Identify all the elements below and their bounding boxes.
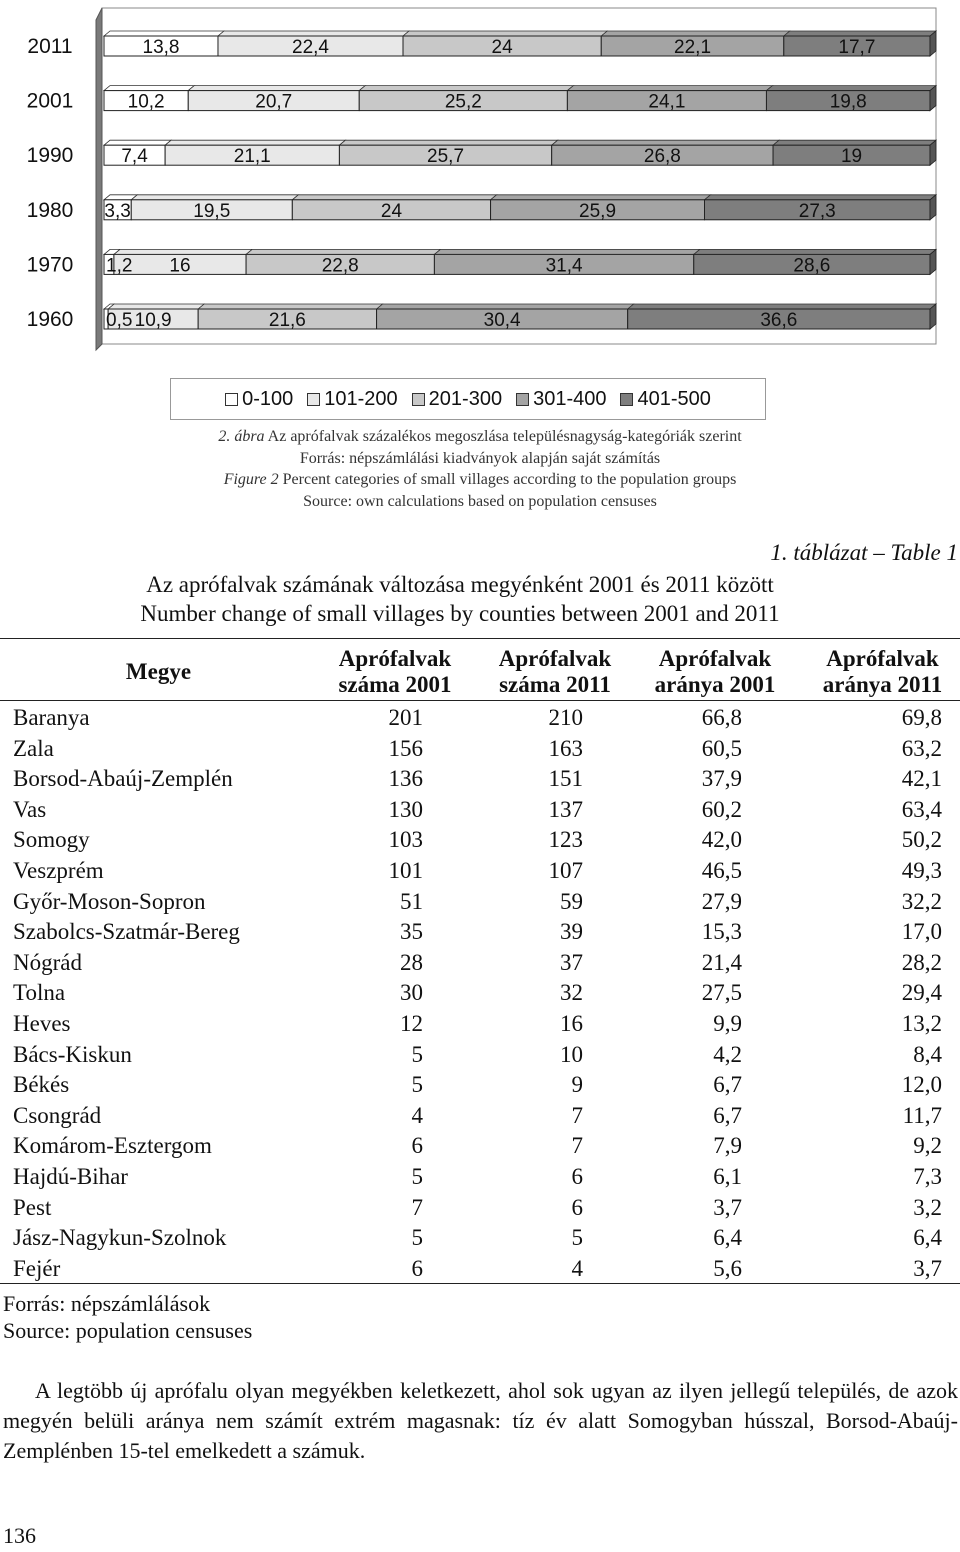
legend-label: 101-200 [324,387,398,410]
cell-n2011: 7 [571,1133,583,1159]
cell-r2011: 32,2 [901,888,942,914]
cell-county: Győr-Moson-Sopron [13,888,206,914]
data-label: 17,7 [838,37,876,58]
header-n2011-line1: Aprófalvak [498,646,612,671]
bar-top-face [403,31,607,36]
cell-county: Tolna [13,980,66,1006]
cell-r2011: 49,3 [901,857,942,883]
cell-county: Békés [13,1072,70,1098]
legend-swatch [516,393,529,406]
data-label: 24,1 [648,91,686,113]
cell-county: Vas [13,796,47,822]
data-label: 1,2 [106,255,133,277]
cell-r2001: 60,5 [701,735,742,761]
cell-county: Csongrád [13,1102,102,1128]
table-row [0,917,960,948]
cell-r2001: 21,4 [701,949,742,975]
data-label: 28,6 [793,255,831,277]
bar-top-face [339,140,557,145]
table-row [0,948,960,979]
table-row [0,703,960,734]
cell-r2011: 3,2 [913,1194,942,1220]
legend-swatch [225,393,238,406]
cell-county: Komárom-Esztergom [13,1133,212,1159]
table-body [0,703,960,1284]
data-label: 30,4 [483,310,521,331]
cell-n2011: 10 [560,1041,583,1067]
data-label: 16 [169,255,191,277]
category-label: 2001 [26,89,74,113]
caption-en-title [0,469,960,491]
cell-n2011: 37 [560,949,583,975]
cell-r2001: 4,2 [713,1041,742,1067]
cell-r2011: 3,7 [913,1255,942,1281]
cell-r2001: 27,5 [701,980,742,1006]
data-label: 25,2 [444,91,482,113]
bar-end-cap [930,140,936,165]
table-top-rule [0,638,960,639]
bar-top-face [108,304,204,309]
bar-end-cap [930,304,936,329]
caption-en-text: Percent categories of small villages according to the population groups [278,471,737,488]
bar-top-face [198,304,382,309]
cell-n2001: 156 [388,735,423,761]
cell-n2011: 59 [560,888,583,914]
data-label: 24 [380,200,403,222]
cell-r2011: 17,0 [901,919,942,945]
data-label: 22,8 [321,255,359,277]
figure-caption [0,426,960,512]
bar-top-face [377,304,634,309]
cell-n2001: 4 [411,1102,423,1128]
table-row [0,825,960,856]
header-n2011 [465,646,625,698]
legend-swatch [412,393,425,406]
cell-county: Veszprém [13,857,104,883]
cell-county: Szabolcs-Szatmár-Bereg [13,919,240,945]
bar-top-face [773,140,936,145]
cell-n2011: 151 [548,766,583,792]
cell-r2011: 63,4 [901,796,942,822]
cell-r2001: 6,4 [713,1225,742,1251]
bar-end-cap [930,31,936,56]
legend-label: 201-300 [428,387,503,410]
data-label: 19 [840,146,863,168]
caption-hu-label: 2. ábra [218,428,265,445]
bar-top-face [165,140,345,145]
cell-county: Borsod-Abaúj-Zemplén [13,766,233,792]
table-source-hu: Forrás: népszámlálások [3,1291,211,1316]
cell-county: Baranya [13,705,90,730]
header-r2001-line1: Aprófalvak [658,646,772,671]
data-label: 13,8 [142,37,180,58]
cell-n2001: 6 [411,1133,423,1159]
header-n2001 [305,646,465,698]
cell-r2011: 11,7 [902,1102,942,1128]
header-n2011-line2: száma 2011 [499,672,611,697]
data-label: 19,5 [193,200,231,222]
cell-county: Pest [13,1194,52,1220]
chart-side-wall [96,8,102,350]
cell-county: Somogy [13,827,90,853]
cell-n2011: 9 [571,1072,583,1098]
bar-top-face [188,86,365,91]
header-n2001-line1: Aprófalvak [338,646,452,671]
table-row [0,1162,960,1193]
data-label: 10,9 [134,310,172,331]
bar-top-face [292,195,496,200]
data-label: 10,2 [127,91,165,113]
header-r2011 [785,646,960,698]
table-row [0,887,960,918]
chart-legend [170,378,766,420]
cell-county: Bács-Kiskun [13,1041,132,1067]
table-row [0,856,960,887]
cell-r2011: 42,1 [901,766,942,792]
bar-top-face [694,249,936,254]
cell-county: Nógrád [13,949,82,975]
table-title [0,570,960,628]
cell-r2001: 6,1 [713,1163,742,1189]
bar-top-face [491,195,711,200]
chart-frame [96,8,936,350]
county-table [0,646,960,1284]
legend-swatch [620,393,633,406]
data-label: 24 [491,37,513,58]
body-paragraph: A legtöbb új aprófalu olyan megyékben keletkezett, ahol sok ugyan az ilyen jellegű település, de azok megyén belüli aránya nem számít extrém magasnak: tíz év alatt Somogyban hússzal, Borsod-Abaúj-Zemplénben 15-tel emelkedett a számuk. [3,1378,958,1463]
bar-top-face [104,31,224,36]
header-county: Megye [125,659,192,684]
bar-end-cap [930,249,936,274]
cell-n2001: 12 [400,1010,423,1036]
cell-r2001: 9,9 [713,1010,742,1036]
caption-hu-text: Az aprófalvak százalékos megoszlása településnagyság-kategóriák szerint [264,428,742,445]
cell-n2001: 35 [400,919,423,945]
table-row [0,1193,960,1224]
cell-r2011: 13,2 [901,1010,942,1036]
cell-r2011: 29,4 [901,980,942,1006]
data-label: 7,4 [121,146,148,168]
bar-end-cap [930,86,936,111]
bar-top-face [114,249,252,254]
cell-n2001: 130 [388,796,423,822]
category-label: 1970 [26,253,74,277]
cell-n2011: 32 [560,980,583,1006]
cell-n2001: 103 [388,827,423,853]
cell-r2011: 63,2 [901,735,942,761]
legend-label: 0-100 [242,387,294,410]
cell-r2001: 27,9 [701,888,742,914]
cell-r2001: 6,7 [713,1072,742,1098]
caption-hu-title [0,426,960,448]
cell-r2011: 9,2 [913,1133,942,1159]
legend-item [225,388,293,411]
cell-n2001: 28 [400,949,423,975]
caption-en-source: Source: own calculations based on population censuses [303,492,657,510]
cell-n2011: 4 [571,1255,583,1281]
table-source-en: Source: population censuses [3,1318,253,1343]
bar-top-face [705,195,936,200]
cell-n2011: 6 [571,1194,583,1220]
cell-n2001: 7 [411,1194,423,1220]
stacked-bar-chart [0,0,960,378]
bar-top-face [104,140,171,145]
cell-county: Heves [13,1010,71,1036]
cell-r2001: 46,5 [701,857,742,883]
category-label: 2011 [27,35,73,58]
data-label: 3,3 [104,200,131,222]
cell-r2011: 6,4 [913,1225,942,1251]
legend-label: 401-500 [637,387,711,410]
bar-top-face [104,86,194,91]
cell-n2001: 5 [411,1041,423,1067]
bar-top-face [246,249,440,254]
bar-top-face [552,140,779,145]
cell-n2001: 5 [411,1072,423,1098]
cell-n2011: 163 [548,735,583,761]
cell-r2011: 28,2 [901,949,942,975]
data-label: 22,1 [674,37,712,58]
table-tag: 1. táblázat – Table 1 [770,540,958,565]
bar-top-face [766,86,936,91]
data-label: 25,7 [427,146,465,168]
table-title-en: Number change of small villages by counties between 2001 and 2011 [140,601,780,626]
header-n2001-line2: száma 2001 [338,672,452,697]
table-title-hu: Az aprófalvak számának változása megyénként 2001 és 2011 között [146,572,774,597]
cell-n2011: 5 [571,1225,583,1251]
cell-n2001: 30 [400,980,423,1006]
cell-r2011: 50,2 [901,827,942,853]
table-row [0,1070,960,1101]
cell-n2001: 6 [411,1255,423,1281]
data-label: 0,5 [106,310,133,331]
legend-label: 301-400 [533,387,607,410]
cell-r2001: 7,9 [713,1133,742,1159]
table-row [0,978,960,1009]
cell-n2001: 101 [388,857,423,883]
bar-top-face [628,304,936,309]
header-r2011-line2: aránya 2011 [822,672,943,697]
cell-n2011: 123 [548,827,583,853]
data-label: 36,6 [760,310,798,331]
header-r2001 [625,646,785,698]
cell-r2011: 12,0 [901,1072,942,1098]
bar-end-cap [930,195,936,220]
cell-n2001: 5 [411,1163,423,1189]
data-label: 27,3 [798,200,836,222]
bar-top-face [131,195,298,200]
legend-item [516,388,606,411]
cell-r2001: 37,9 [701,766,742,792]
cell-r2001: 66,8 [701,705,742,730]
bar-top-face [567,86,772,91]
bar-top-face [601,31,790,36]
data-label: 31,4 [545,255,583,277]
caption-en-label: Figure 2 [223,471,279,488]
table-row [0,1009,960,1040]
legend-item [307,388,397,411]
chart-back-wall [102,8,936,344]
data-label: 26,8 [643,146,681,168]
category-label: 1990 [26,144,74,168]
cell-county: Jász-Nagykun-Szolnok [13,1225,227,1251]
category-label: 1960 [26,308,74,331]
table-row [0,1254,960,1285]
page-number: 136 [3,1523,36,1548]
bar-top-face [784,31,936,36]
cell-n2011: 210 [548,705,583,730]
legend-item [412,388,502,411]
cell-r2001: 60,2 [701,796,742,822]
cell-r2011: 7,3 [913,1163,942,1189]
data-label: 21,6 [268,310,306,331]
cell-n2001: 51 [400,888,423,914]
data-label: 25,9 [579,200,617,222]
bar-top-face [359,86,573,91]
data-label: 22,4 [292,37,329,58]
cell-county: Hajdú-Bihar [13,1163,128,1189]
table-row [0,764,960,795]
cell-n2001: 136 [388,766,423,792]
cell-r2001: 3,7 [713,1194,742,1220]
bar-top-face [218,31,409,36]
cell-n2011: 7 [571,1102,583,1128]
table-header-row [0,646,960,698]
table-row [0,1040,960,1071]
cell-r2011: 69,8 [901,705,942,730]
cell-r2001: 42,0 [701,827,742,853]
cell-r2011: 8,4 [913,1041,942,1067]
cell-n2011: 16 [560,1010,583,1036]
data-label: 20,7 [255,91,293,113]
table-row [0,1131,960,1162]
cell-r2001: 5,6 [713,1255,742,1281]
bar-top-face [434,249,699,254]
header-r2001-line2: aránya 2001 [654,672,776,697]
cell-n2011: 137 [548,796,583,822]
cell-r2001: 15,3 [701,919,742,945]
cell-n2011: 6 [571,1163,583,1189]
cell-county: Zala [13,735,54,761]
category-label: 1980 [26,198,74,222]
header-r2011-line1: Aprófalvak [826,646,939,671]
data-label: 21,1 [233,146,271,168]
figure-2-chart [0,0,960,430]
table-source [3,1290,252,1344]
cell-n2001: 201 [388,705,423,730]
cell-county: Fejér [13,1255,61,1281]
cell-r2001: 6,7 [713,1102,742,1128]
table-row [0,1101,960,1132]
table-row [0,795,960,826]
cell-n2001: 5 [411,1225,423,1251]
legend-item [620,388,710,411]
cell-n2011: 39 [560,919,583,945]
table-row [0,1223,960,1254]
caption-hu-source: Forrás: népszámlálási kiadványok alapján saját számítás [299,449,661,467]
legend-swatch [307,393,320,406]
data-label: 19,8 [829,91,867,113]
table-row [0,734,960,765]
cell-n2011: 107 [548,857,583,883]
